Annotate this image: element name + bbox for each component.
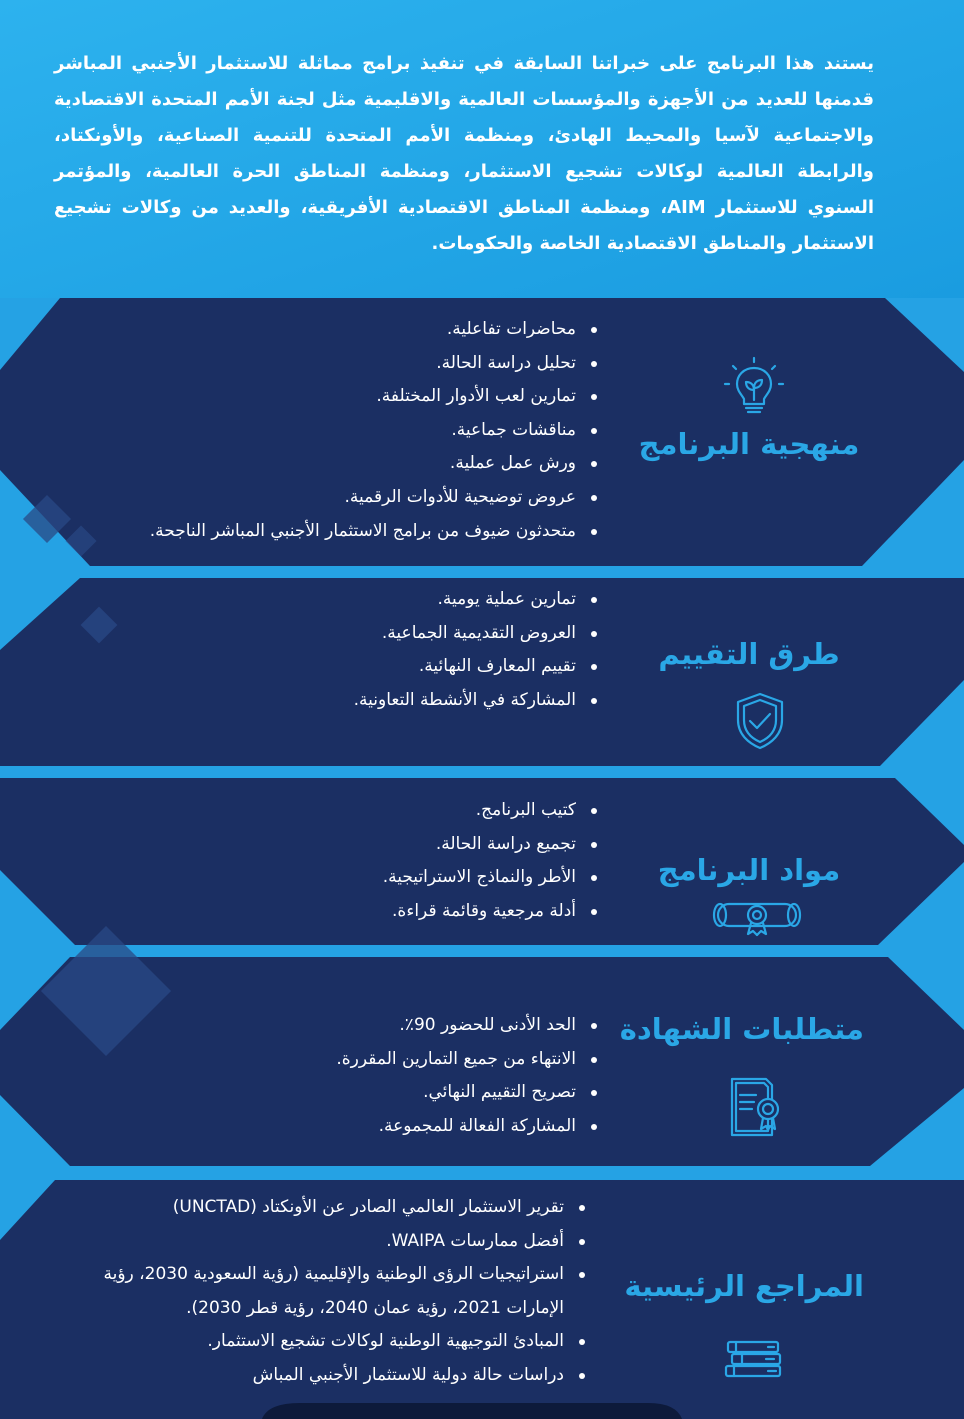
list-item: تجميع دراسة الحالة.: [383, 828, 602, 862]
list-item: الحد الأدنى للحضور 90٪.: [336, 1009, 602, 1043]
section-title: المراجع الرئيسية: [624, 1269, 864, 1303]
list-item: كتيب البرنامج.: [383, 794, 602, 828]
list-item: المشاركة في الأنشطة التعاونية.: [354, 684, 602, 718]
list-item: أفضل ممارسات WAIPA.: [59, 1225, 590, 1259]
list-item: تقرير الاستثمار العالمي الصادر عن الأونكتاد (UNCTAD): [59, 1191, 590, 1225]
section-materials: [0, 778, 964, 945]
section-certificate: [0, 957, 964, 1166]
list-item: المبادئ التوجيهية الوطنية لوكالات تشجيع الاستثمار.: [59, 1325, 590, 1359]
materials-list: [383, 794, 602, 928]
section-methodology: [0, 298, 964, 566]
section-evaluation: [0, 578, 964, 766]
list-item: المشاركة الفعالة للمجموعة.: [336, 1110, 602, 1144]
list-item: العروض التقديمية الجماعية.: [354, 617, 602, 651]
evaluation-list: [354, 583, 602, 717]
methodology-list: [150, 313, 602, 548]
list-item: مناقشات جماعية.: [150, 414, 602, 448]
list-item: الانتهاء من جميع التمارين المقررة.: [336, 1043, 602, 1077]
intro-panel: [0, 0, 964, 296]
list-item: متحدثون ضيوف من برامج الاستثمار الأجنبي المباشر الناجحة.: [150, 515, 602, 549]
section-title: طرق التقييم: [658, 637, 840, 671]
list-item: ورش عمل عملية.: [150, 447, 602, 481]
references-list: [59, 1191, 590, 1393]
intro-paragraph: يستند هذا البرنامج على خبراتنا السابقة في تنفيذ برامج مماثلة للاستثمار الأجنبي المباشر قدمنها للعديد من الأجهزة والمؤسسات العالمية والاقليمية مثل لجنة الأمم المتحدة الاقتصادية والاجتماعية لآسيا والمحيط الهادئ، ومنظمة الأمم المتحدة للتنمية الصناعية، والأونكتاد، والرابطة العالمية لوكالات تشجيع الاستثمار، ومنظمة المناطق الحرة العالمية، والمؤتمر السنوي للاستثمار AIM، ومنظمة المناطق الاقتصادية الأفريقية، والعديد من وكالات تشجيع الاستثمار والمناطق الاقتصادية الخاصة والحكومات.: [54, 53, 875, 254]
list-item: محاضرات تفاعلية.: [150, 313, 602, 347]
list-item: تحليل دراسة الحالة.: [150, 347, 602, 381]
section-title: مواد البرنامج: [657, 853, 841, 887]
certificate-list: [336, 1009, 602, 1143]
list-item: تمارين عملية يومية.: [354, 583, 602, 617]
list-item: استراتيجيات الرؤى الوطنية والإقليمية (رؤية السعودية 2030، رؤية الإمارات 2021، رؤية عمان 2040، رؤية قطر 2030).: [59, 1258, 590, 1325]
list-item: الأطر والنماذج الاستراتيجية.: [383, 861, 602, 895]
list-item: تقييم المعارف النهائية.: [354, 650, 602, 684]
section-title: متطلبات الشهادة: [619, 1012, 864, 1046]
books-stack-icon: [724, 1338, 784, 1380]
list-item: عروض توضيحية للأدوات الرقمية.: [150, 481, 602, 515]
list-item: تصريح التقييم النهائي.: [336, 1076, 602, 1110]
section-title: منهجية البرنامج: [638, 427, 860, 461]
certificate-document-icon: [726, 1075, 786, 1139]
diploma-scroll-icon: [710, 896, 804, 938]
list-item: أدلة مرجعية وقائمة قراءة.: [383, 895, 602, 929]
shield-check-icon: [729, 690, 791, 752]
list-item: تمارين لعب الأدوار المختلفة.: [150, 380, 602, 414]
list-item: دراسات حالة دولية للاستثمار الأجنبي المباش: [59, 1359, 590, 1393]
lightbulb-icon: [719, 354, 789, 424]
section-references: [0, 1180, 964, 1419]
